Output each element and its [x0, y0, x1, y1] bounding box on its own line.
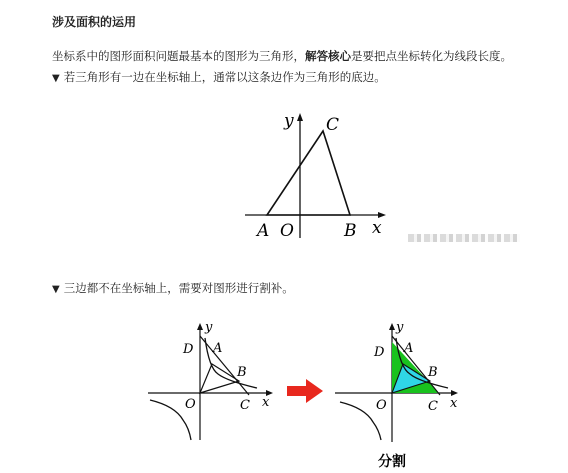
label-origin: O: [376, 398, 387, 413]
label-x: x: [450, 396, 458, 411]
triangle-down-icon: ▼: [52, 284, 60, 295]
arrow-shape: [287, 379, 323, 403]
label-a: A: [213, 341, 223, 356]
y-axis-arrow-icon: [197, 323, 203, 330]
label-b: B: [237, 365, 247, 380]
bullet-2-text: 三边都不在坐标轴上，需要对图形进行割补。: [63, 281, 294, 295]
figure-caption: 分割: [378, 454, 406, 470]
triangle-abc: [267, 131, 350, 215]
intro-bold-keyword: 解答核心: [305, 49, 351, 63]
label-a: A: [257, 221, 270, 241]
label-c: C: [240, 398, 250, 413]
blurred-watermark: [408, 234, 520, 242]
figure-triangle-off-axes: [145, 318, 280, 443]
label-b: B: [428, 365, 438, 380]
y-axis-arrow-icon: [297, 113, 303, 121]
intro-paragraph: [52, 48, 512, 64]
label-a: A: [404, 341, 414, 356]
label-y: y: [205, 320, 213, 335]
label-c: C: [326, 115, 340, 135]
label-origin: O: [280, 221, 294, 241]
triangle-down-icon: ▼: [52, 73, 60, 84]
label-origin: O: [185, 397, 196, 412]
bullet-1-text: 若三角形有一边在坐标轴上，通常以这条边作为三角形的底边。: [63, 70, 386, 84]
hyperbola-curve-left: [340, 402, 381, 440]
label-d: D: [374, 345, 385, 360]
label-b: B: [344, 221, 357, 241]
label-c: C: [428, 399, 438, 414]
figure-triangle-base-on-axis: [240, 108, 390, 243]
triangle-oab: [200, 364, 239, 393]
section-heading: 涉及面积的运用: [52, 15, 137, 29]
figure-triangle-split: [330, 318, 465, 473]
bullet-item-2: [52, 280, 294, 296]
label-x: x: [262, 395, 270, 410]
label-y: y: [396, 320, 404, 335]
label-d: D: [183, 342, 194, 357]
red-arrow-icon: [286, 378, 324, 404]
bullet-item-1: [52, 69, 386, 85]
y-axis-arrow-icon: [389, 323, 395, 330]
intro-text-end: 是要把点坐标转化为线段长度。: [351, 49, 512, 63]
label-x: x: [372, 218, 382, 238]
intro-text-start: 坐标系中的图形面积问题最基本的图形为三角形，: [52, 49, 305, 63]
label-y: y: [284, 111, 294, 131]
